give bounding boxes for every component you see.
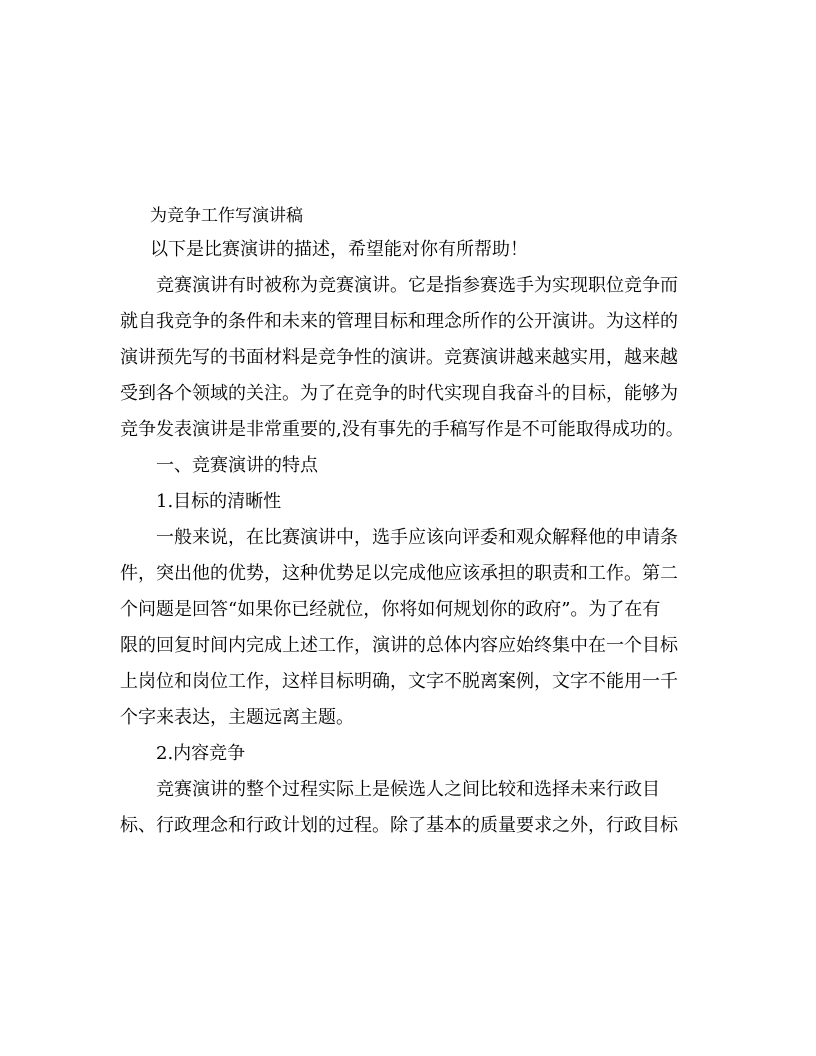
document-title: 为竞争工作写演讲稿 [150,206,303,226]
paragraph-2-line: 件，突出他的优势，这种优势足以完成他应该承担的职责和工作。第二 [120,563,678,584]
intro-line: 以下是比赛演讲的描述，希望能对你有所帮助！ [150,239,528,260]
paragraph-1-line: 演讲预先写的书面材料是竞争性的演讲。竞赛演讲越来越实用，越来越 [120,347,678,368]
paragraph-1-line: 就自我竞争的条件和未来的管理目标和理念所作的公开演讲。为这样的 [120,311,678,332]
paragraph-2-line: 一般来说，在比赛演讲中，选手应该向评委和观众解释他的申请条 [156,527,678,548]
subsection-1-heading: 1.目标的清晰性 [156,491,282,512]
document-body [120,200,700,844]
paragraph-1-line: 竞争发表演讲是非常重要的,没有事先的手稿写作是不可能取得成功的。 [120,419,684,440]
paragraph-1-line: 受到各个领域的关注。为了在竞争的时代实现自我奋斗的目标，能够为 [120,383,678,404]
paragraph-1-line: 竞赛演讲有时被称为竞赛演讲。它是指参赛选手为实现职位竞争而 [156,275,678,296]
paragraph-2-line: 限的回复时间内完成上述工作，演讲的总体内容应始终集中在一个目标 [120,635,678,656]
paragraph-2-line: 个字来表达，主题远离主题。 [120,707,354,728]
section-1-heading: 一、竞赛演讲的特点 [156,455,318,476]
paragraph-2-line: 上岗位和岗位工作，这样目标明确，文字不脱离案例，文字不能用一千 [120,671,678,692]
paragraph-2-line: 个问题是回答“如果你已经就位，你将如何规划你的政府”。为了在有 [120,599,661,620]
paragraph-3-line: 标、行政理念和行政计划的过程。除了基本的质量要求之外，行政目标 [120,815,678,836]
paragraph-3-line: 竞赛演讲的整个过程实际上是候选人之间比较和选择未来行政目 [156,779,660,800]
subsection-2-heading: 2.内容竞争 [156,743,246,764]
